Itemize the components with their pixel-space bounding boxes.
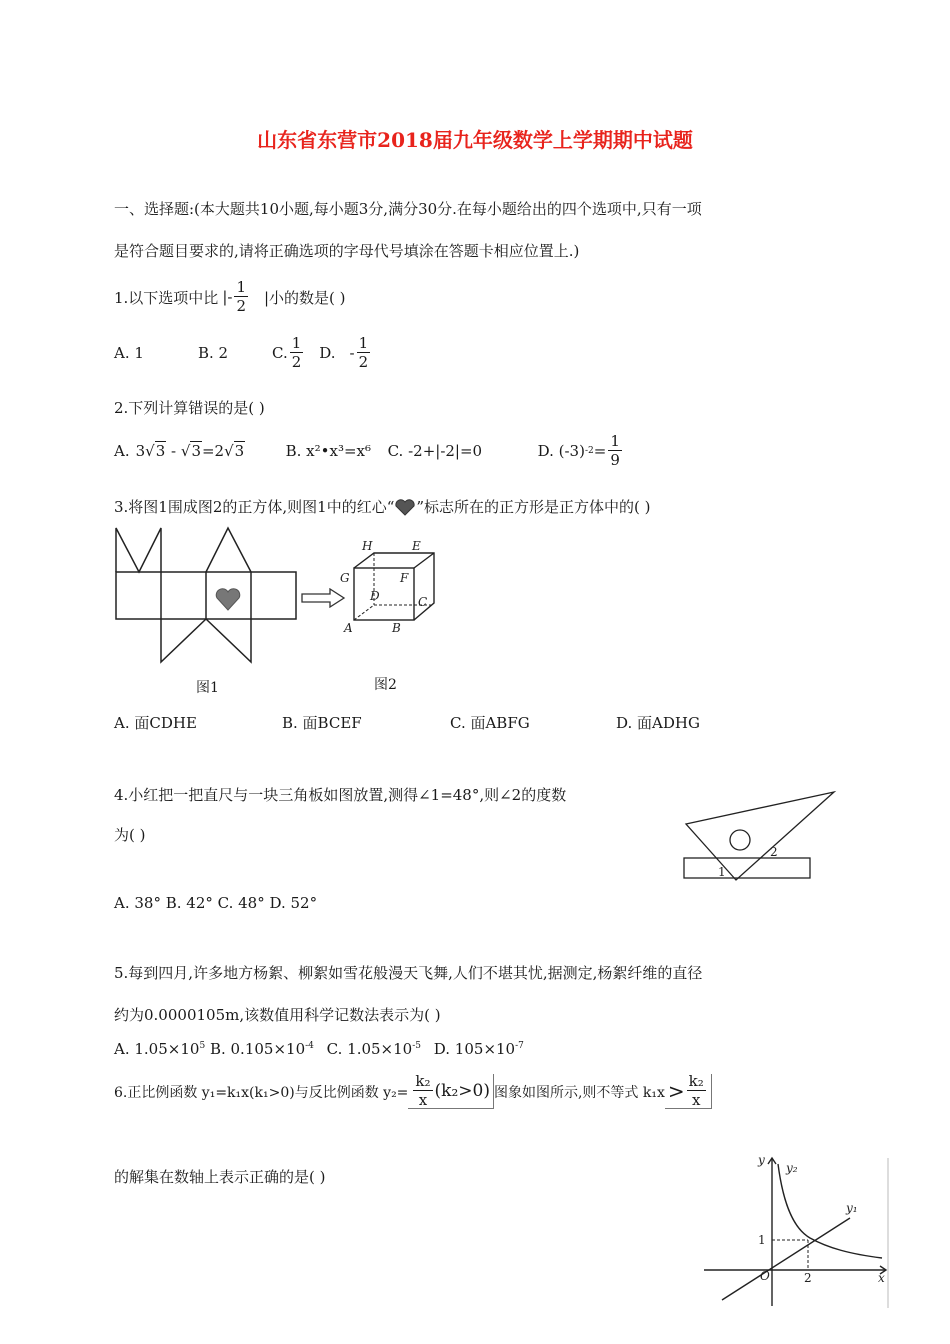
graph-tick-1: 1 (758, 1233, 766, 1247)
question-6-stem (114, 1074, 712, 1109)
q2-option-a-label: A. (114, 442, 130, 460)
question-4-line1: 4.小红把一把直尺与一块三角板如图放置,测得∠1=48°,则∠2的度数 (114, 786, 567, 804)
q5-option-b-exponent: -4 (305, 1041, 314, 1051)
cube-vertex-b: B (392, 621, 401, 635)
graph-y2-label: y₂ (786, 1161, 798, 1175)
question-5-line2: 约为0.0000105m,该数值用科学记数法表示为( ) (114, 1006, 441, 1024)
question-4-line2: 为( ) (114, 826, 146, 844)
q6-text-mid: 图象如图所示,则不等式 k₁x (493, 1084, 665, 1101)
q1-option-a: A. 1 (114, 344, 144, 362)
q5-option-a: A. 1.05×10 (114, 1040, 200, 1058)
graph-y1-label: y₁ (846, 1201, 858, 1215)
q3-option-c: C. 面ABFG (450, 714, 530, 732)
q6-frac-num: k₂ (415, 1072, 431, 1090)
q6-inverse-function-box (408, 1074, 494, 1109)
figure-1-label: 图1 (196, 680, 219, 696)
cube-vertex-e: E (412, 539, 421, 553)
q5-option-d-exponent: -7 (515, 1041, 524, 1051)
q5-option-a-exponent: 5 (199, 1041, 206, 1051)
question-1-options (114, 336, 372, 370)
q6-frac-num-2: k₂ (688, 1072, 704, 1090)
graph-x-axis-label: x (878, 1271, 885, 1285)
question-3-stem (114, 496, 651, 517)
q3-option-d: D. 面ADHG (616, 714, 700, 732)
q1-option-d-fraction: $\frac{1}{2}$ (358, 334, 369, 371)
q2-option-d-equals: = (593, 442, 607, 460)
q1-option-b: B. 2 (198, 344, 229, 362)
cube-vertex-d: D (370, 589, 380, 603)
q1-option-c: C. (272, 344, 288, 362)
q3-stem-pre: 3.将图1围成图2的正方体,则图1中的红心“ (114, 498, 395, 516)
q1-option-c-fraction: $\frac{1}{2}$ (291, 334, 302, 371)
heart-icon (216, 589, 240, 610)
q1-fraction: $\frac{1}{2}$ (236, 278, 246, 315)
function-graph (700, 1150, 896, 1312)
q2-option-d-fraction: $\frac{1}{9}$ (610, 432, 620, 469)
q6-frac-den: x (418, 1091, 428, 1109)
cube-vertex-c: C (418, 595, 428, 609)
q2-option-b: B. x²•x³=x⁶ (285, 442, 372, 460)
q5-option-d: D. 105×10 (433, 1040, 516, 1058)
q1-abs-left: |- (222, 288, 233, 306)
page-title: 山东省东营市2018届九年级数学上学期期中试题 (257, 128, 693, 152)
question-5-line1: 5.每到四月,许多地方杨絮、柳絮如雪花般漫天飞舞,人们不堪其忧,据测定,杨絮纤维的直径 (114, 964, 703, 982)
q3-stem-post: ”标志所在的正方形是正方体中的( ) (416, 498, 651, 516)
question-5-options (114, 1040, 524, 1058)
question-1-stem (114, 280, 346, 314)
heart-icon (394, 498, 416, 516)
q2-option-d-exponent: -2 (584, 446, 594, 456)
question-2-options (114, 434, 624, 468)
section-intro-line1: 一、选择题:(本大题共10小题,每小题3分,满分30分.在每小题给出的四个选项中,只有一项 (114, 200, 702, 218)
graph-tick-2: 2 (804, 1271, 812, 1285)
graph-origin: O (760, 1269, 770, 1283)
q5-option-c: C. 1.05×10 (326, 1040, 413, 1058)
q1-text: 1.以下选项中比 (114, 288, 219, 307)
q6-greater-than: > (667, 1079, 685, 1103)
question-4-options: A. 38° B. 42° C. 48° D. 52° (114, 894, 318, 912)
cube-vertex-f: F (400, 571, 409, 585)
q1-option-d: D. (319, 344, 336, 362)
q2-option-c: C. -2+|-2|=0 (387, 442, 483, 460)
figure-1-cube-net (112, 524, 302, 669)
q2-option-d: D. (-3) (537, 442, 585, 460)
angle-2-label: 2 (770, 845, 778, 859)
question-6-line2: 的解集在数轴上表示正确的是( ) (114, 1168, 326, 1186)
q2-option-a-expression: 3√3 - √3=2√3 (135, 442, 245, 460)
angle-1-label: 1 (718, 865, 726, 879)
cube-vertex-a: A (344, 621, 353, 635)
figure-2-cube (340, 538, 440, 638)
q6-condition: (k₂>0) (434, 1081, 490, 1101)
q5-option-c-exponent: -5 (412, 1041, 421, 1051)
figure-2-label: 图2 (374, 677, 397, 693)
q6-text-pre: 6.正比例函数 y₁=k₁x(k₁>0)与反比例函数 y₂= (114, 1084, 409, 1101)
q1-abs-right: |小的数是( ) (263, 288, 346, 307)
q5-option-b: B. 0.105×10 (209, 1040, 306, 1058)
q6-frac-den-2: x (691, 1091, 701, 1109)
figure-ruler-triangle (680, 786, 838, 884)
q6-inequality-box (665, 1074, 712, 1109)
question-2-stem: 2.下列计算错误的是( ) (114, 399, 265, 417)
q1-option-d-minus: - (349, 344, 355, 362)
q3-option-b: B. 面BCEF (282, 714, 362, 732)
cube-vertex-h: H (362, 539, 373, 553)
section-intro-line2: 是符合题目要求的,请将正确选项的字母代号填涂在答题卡相应位置上.) (114, 242, 580, 260)
cube-vertex-g: G (340, 571, 350, 585)
graph-y-axis-label: y (758, 1153, 765, 1167)
q3-option-a: A. 面CDHE (114, 714, 197, 732)
